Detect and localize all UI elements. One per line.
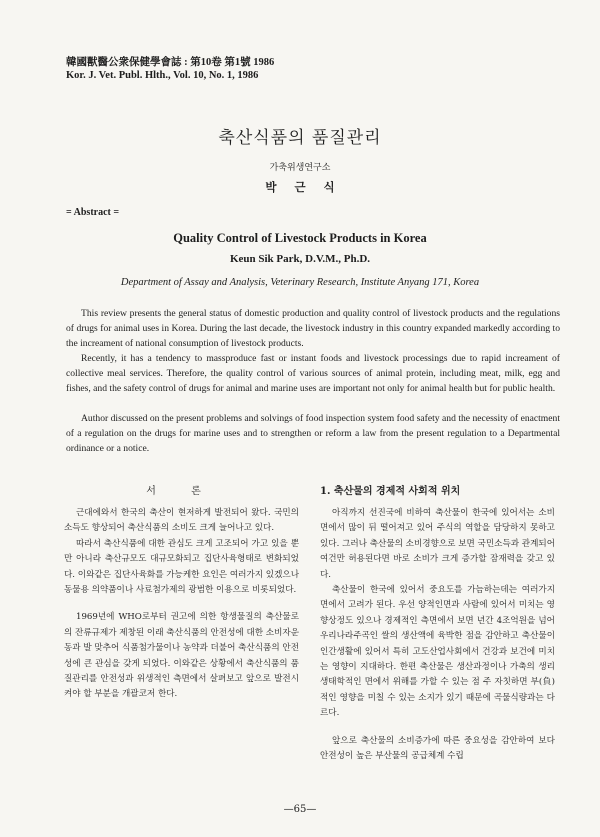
body-paragraph: 축산물이 한국에 있어서 중요도를 가늠하는데는 여러가지 면에서 고려가 된다. 우선 양적인면과 사람에 있어서 미치는 영향상정도 있으나 경제적인 측면에서 보면 년간 4조억원을 넘어 우리나라주곡인 쌀의 생산액에 육박한 점을 감안하고 축산물이 인간생활에 있어서 특히 고도산업사회에서 건강과 보건에 미치는 영향이 지대하다. 한편 축산물은 생산과정이나 가축의 생리생태학적인 면에서 위해를 가할 수 있는 점 주 자칫하면 부(負)적인 영향을 미칠 수 있는 소지가 있기 때문에 곡물식량과는 다르다. bbox=[320, 585, 555, 719]
section-heading-economic-position: 1. 축산물의 경제적 사회적 위치 bbox=[320, 486, 461, 497]
body-paragraph: 앞으로 축산물의 소비증가에 따른 중요성을 감안하여 보다 안전성이 높은 부산물의 공급체계 수립 bbox=[320, 735, 555, 762]
journal-citation bbox=[66, 56, 274, 82]
body-paragraph: 아직까지 선진국에 비하여 축산물이 한국에 있어서는 소비면에서 많이 뒤 떨어져고 있어 주식의 역할을 담당하지 못하고 있다. 그러나 축산물의 소비경향으로 보면 국민소득과 관계되어 여건만 허용된다면 바로 소비가 크게 증가할 잠재력을 갖고 있다. bbox=[320, 508, 555, 580]
affiliation-korean: 가축위생연구소 bbox=[269, 163, 331, 173]
body-paragraph: 근대에와서 한국의 축산이 현저하게 발전되어 왔다. 국민의 소득도 향상되어 축산식품의 소비도 크게 늘어나고 있다. bbox=[64, 508, 299, 534]
abstract-label: = Abstract = bbox=[66, 207, 120, 218]
paper-title-english: Quality Control of Livestock Products in Korea bbox=[173, 231, 427, 245]
paper-title-korean: 축산식품의 품질관리 bbox=[218, 128, 382, 148]
affiliation-english: Department of Assay and Analysis, Veterinary Research, Institute Anyang 171, Korea bbox=[120, 277, 480, 288]
body-paragraph: 따라서 축산식품에 대한 관심도 크게 고조되어 가고 있을 뿐만 아니라 축산규모도 대규모화되고 집단사육형태로 변화되었다. 이와같은 집단사육화를 가능케한 요인은 여러가지 있겠으나 동물용 의약품이나 사료첨가제의 광범한 이용으로 비롯되었다. bbox=[64, 538, 299, 596]
journal-citation-english: Kor. J. Vet. Publ. Hlth., Vol. 10, No. 1, 1986 bbox=[66, 70, 259, 81]
abstract-paragraph: Recently, it has a tendency to massproduce fast or instant foods and livestock processings due to rapid increament of collective meal services. Therefore, the quality control of various sources of animal protein, including meat, milk, egg and fishes, and the safety control of drugs for animal and marine uses are important not only for animal health but for public health. bbox=[66, 353, 560, 394]
author-english: Keun Sik Park, D.V.M., Ph.D. bbox=[229, 253, 371, 265]
abstract-paragraph: This review presents the general status of domestic production and quality control of livestock products and the regulations of drugs for animal uses in Korea. During the last decade, the livestock industry in this country expanded markedly according to the increament of national consumption of livestock products. bbox=[66, 308, 560, 349]
left-column bbox=[64, 482, 299, 703]
abstract-paragraph: Author discussed on the present problems and solvings of food inspection system food safety and the necessity of enactment of a regulation on the drugs for marine uses and to strengthen or reform a law from the present regulation to a Departmental ordinance or a notice. bbox=[66, 413, 560, 454]
author-korean: 박 근 식 bbox=[265, 180, 335, 194]
body-paragraph: 1969년에 WHO로부터 권고에 의한 항생물질의 축산물로의 잔류규제가 제창된 이래 축산식품의 안전성에 대한 소비자운동과 발 맞추어 식품첨가물이나 농약과 더불어 축산식품의 안전성에 큰 관심을 갖게 되었다. 이와같은 상황에서 축산식품의 품질관리를 안전성과 위생적인 측면에서 살펴보고 앞으로 발전시켜야 할 부분을 개괄코저 한다. bbox=[64, 612, 299, 700]
right-column bbox=[320, 482, 555, 765]
journal-citation-korean: 韓國獸醫公衆保健學會誌 : 第10卷 第1號 1986 bbox=[66, 57, 275, 68]
section-heading-introduction: 서 론 bbox=[146, 486, 217, 497]
page-number: —65— bbox=[283, 804, 317, 815]
